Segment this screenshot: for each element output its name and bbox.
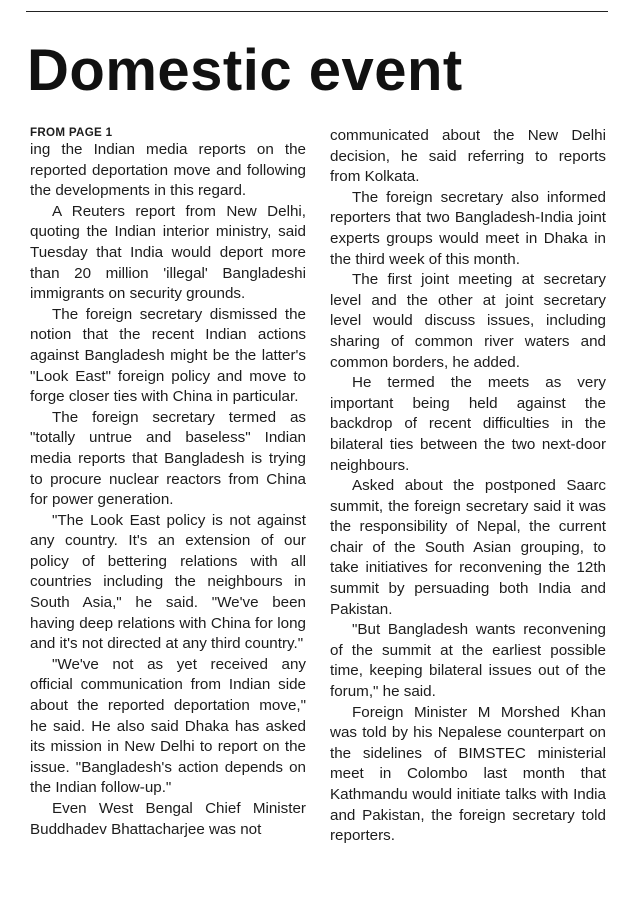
paragraph: "The Look East policy is not against any country. It's an extension of our policy of bettering relations with all countries including the neighbours in South Asia," he said. "We've been having deep relations with China for long and it's not directed at any third country." — [30, 511, 306, 653]
paragraph: Asked about the postponed Saarc summit, the foreign secretary said it was the responsibility of Nepal, the current chair of the South Asian grouping, to take initiatives for reconvening the 12th summit by persuading both India and Pakistan. — [330, 477, 606, 618]
paragraph: ing the Indian media reports on the reported deportation move and following the developments in this regard. — [30, 141, 306, 200]
paragraph: The foreign secretary dismissed the notion that the recent Indian actions against Bangladesh might be the latter's "Look East" foreign policy and move to forge closer ties with China in particular. — [30, 305, 306, 406]
paragraph: Foreign Minister M Morshed Khan was told by his Nepalese counterpart on the sidelines of BIMSTEC ministerial meet in Colombo last month that Kathmandu would initiate talks with India and Pakistan, the foreign secretary told reporters. — [330, 703, 606, 845]
paragraph: He termed the meets as very important being held against the backdrop of recent difficulties in the bilateral ties between the two next-door neighbours. — [330, 374, 606, 474]
article-column-right — [330, 126, 606, 847]
paragraph: "But Bangladesh wants reconvening of the summit at the earliest possible time, keeping bilateral issues out of the forum," he said. — [330, 621, 606, 701]
continued-from-label: FROM PAGE 1 — [30, 126, 113, 139]
paragraph: "We've not as yet received any official communication from Indian side about the reported deportation move," he said. He also said Dhaka has asked its mission in New Delhi to report on the issue. "Bangladesh's action depends on the Indian follow-up." — [30, 655, 306, 797]
headline: Domestic event — [27, 38, 463, 103]
article-column-left — [30, 126, 306, 840]
paragraph: Even West Bengal Chief Minister Buddhadev Bhattacharjee was not — [30, 800, 306, 838]
paragraph: The foreign secretary termed as "totally untrue and baseless" Indian media reports that Bangladesh is trying to procure nuclear reactors from China for power generation. — [30, 408, 306, 509]
paragraph: communicated about the New Delhi decision, he said referring to reports from Kolkata. — [330, 127, 606, 186]
paragraph: The foreign secretary also informed reporters that two Bangladesh-India joint experts groups would meet in Dhaka in the third week of this month. — [330, 188, 606, 268]
top-rule — [26, 11, 608, 12]
paragraph: The first joint meeting at secretary level and the other at joint secretary level would discuss issues, including sharing of common river waters and common borders, he added. — [330, 271, 606, 371]
paragraph: A Reuters report from New Delhi, quoting the Indian interior ministry, said Tuesday that India would deport more than 20 million 'illegal' Bangladeshi immigrants on security grounds. — [30, 202, 306, 303]
